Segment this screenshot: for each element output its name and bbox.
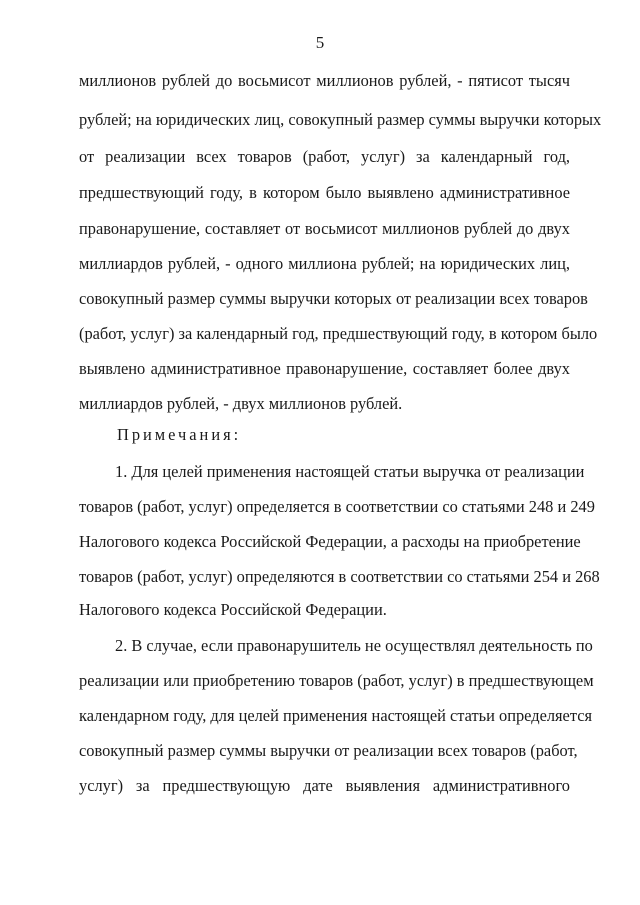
text-line: календарном году, для целей применения настоящей статьи определяется (79, 706, 593, 725)
text-line: предшествующий году, в котором было выявлено административное (79, 183, 570, 202)
text-line: миллиардов рублей, - двух миллионов рублей. (79, 394, 403, 413)
text-line: товаров (работ, услуг) определяется в соответствии со статьями 248 и 249 (79, 497, 595, 516)
text-line: миллионов рублей до восьмисот миллионов рублей, - пятисот тысяч (79, 71, 570, 90)
text-line: 2. В случае, если правонарушитель не осуществлял деятельность по (115, 636, 593, 655)
text-line: Налогового кодекса Российской Федерации. (79, 600, 387, 619)
text-line: услуг) за предшествующую дате выявления административного (79, 776, 570, 795)
text-line: от реализации всех товаров (работ, услуг) за календарный год, (79, 147, 570, 166)
notes-heading: Примечания: (117, 425, 242, 444)
text-line: (работ, услуг) за календарный год, предшествующий году, в котором было (79, 324, 598, 343)
text-line: реализации или приобретению товаров (работ, услуг) в предшествующем (79, 671, 594, 690)
text-line: выявлено административное правонарушение, составляет более двух (79, 359, 570, 378)
text-line: 1. Для целей применения настоящей статьи выручка от реализации (115, 462, 585, 481)
text-line: Налогового кодекса Российской Федерации, а расходы на приобретение (79, 532, 581, 551)
text-line: правонарушение, составляет от восьмисот миллионов рублей до двух (79, 219, 570, 238)
text-line: совокупный размер суммы выручки от реализации всех товаров (работ, (79, 741, 578, 760)
text-line: товаров (работ, услуг) определяются в соответствии со статьями 254 и 268 (79, 567, 600, 586)
text-line: рублей; на юридических лиц, совокупный размер суммы выручки которых (79, 110, 602, 129)
text-line: миллиардов рублей, - одного миллиона рублей; на юридических лиц, (79, 254, 570, 273)
page-number: 5 (315, 33, 325, 52)
text-line: совокупный размер суммы выручки которых от реализации всех товаров (79, 289, 588, 308)
